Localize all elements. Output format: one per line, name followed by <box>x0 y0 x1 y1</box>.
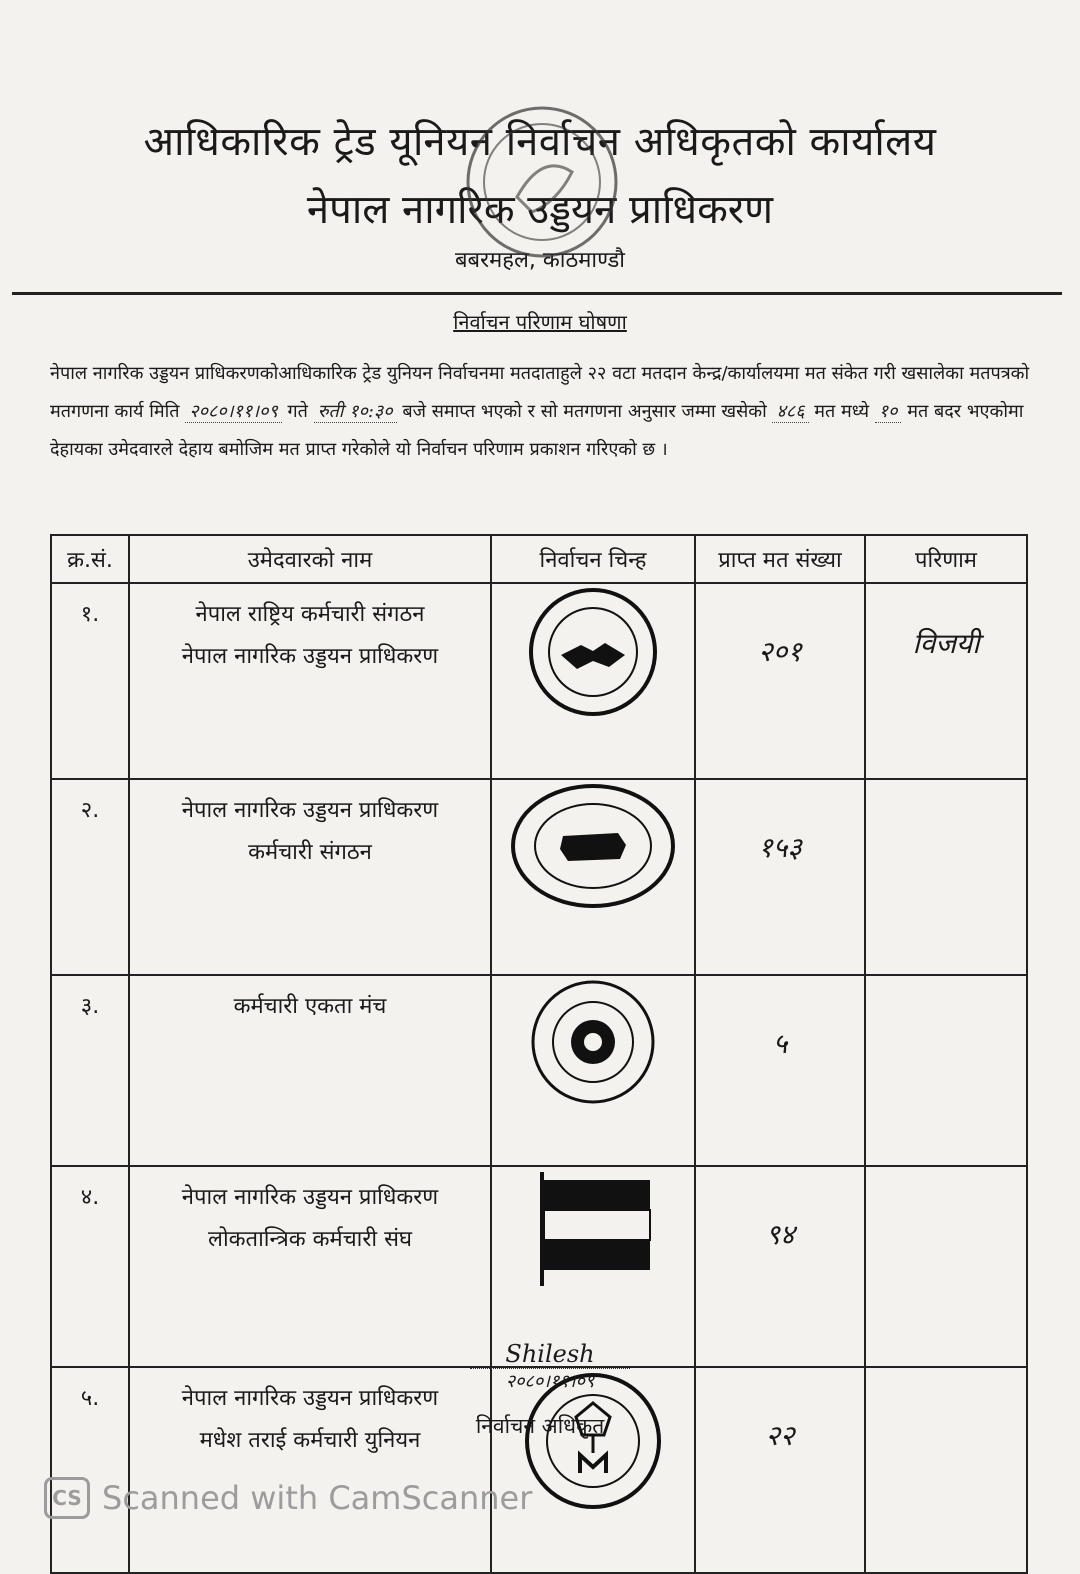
office-title: आधिकारिक ट्रेड यूनियन निर्वाचन अधिकृतको कार्यालय <box>143 119 937 165</box>
office-seal-stamp <box>462 102 622 262</box>
signature: Shilesh <box>505 1340 595 1368</box>
candidate-name-line1: नेपाल राष्ट्रिय कर्मचारी संगठन <box>195 602 425 627</box>
row-serial: २. <box>51 779 129 975</box>
symbol-cell <box>491 779 695 975</box>
result-status <box>865 1367 1027 1573</box>
table-row <box>51 1367 1027 1573</box>
candidate-name-line1: नेपाल नागरिक उड्डयन प्राधिकरण <box>181 1386 439 1411</box>
paragraph-text-5: मत बदर भएकोमा देहायका उमेदवारले देहाय बमोजिम मत प्राप्त गरेकोले यो निर्वाचन परिणाम प्रकाशन गरिएको छ । <box>50 401 1024 460</box>
office-location: बबरमहल, काठमाण्डौ <box>454 248 625 273</box>
candidate-name <box>129 1367 491 1573</box>
signatory-title: निर्वाचन अधिकृत <box>475 1414 605 1438</box>
paragraph-text-3: बजे समाप्त भएको र सो मतगणना अनुसार जम्मा खसेको <box>402 401 767 422</box>
candidate-name-line2: मधेश तराई कर्मचारी युनियन <box>199 1428 421 1453</box>
candidate-name <box>129 1166 491 1367</box>
header-votes: प्राप्त मत संख्या <box>695 535 865 583</box>
count-time: रुती १०:३० <box>314 401 397 423</box>
total-votes: ४८६ <box>772 401 808 423</box>
row-serial: १. <box>51 583 129 779</box>
result-status <box>865 1166 1027 1367</box>
votes-count: ९४ <box>695 1166 865 1367</box>
paragraph-text-1: नेपाल नागरिक उड्डयन प्राधिकरणकोआधिकारिक ट्रेड युनियन निर्वाचनमा मतदाताहुले २२ वटा मतदान केन्द्र/कार्यालयमा मत संकेत गरी खसालेका मतपत्रको मतगणना कार्य मिति <box>50 363 1030 422</box>
paragraph-text-4: मत मध्ये <box>814 401 870 422</box>
count-date: २०८०।११।०९ <box>185 401 282 423</box>
scanner-watermark <box>44 1478 532 1518</box>
result-status <box>865 779 1027 975</box>
row-serial: ३. <box>51 975 129 1166</box>
candidate-name <box>129 779 491 975</box>
notice-title: निर्वाचन परिणाम घोषणा <box>453 310 627 334</box>
symbol-cell <box>491 583 695 779</box>
symbol-cell <box>491 1367 695 1573</box>
candidate-name-line2: कर्मचारी संगठन <box>248 840 372 865</box>
table-row <box>51 1166 1027 1367</box>
row-serial: ५. <box>51 1367 129 1573</box>
header-symbol: निर्वाचन चिन्ह <box>491 535 695 583</box>
flag-icon <box>528 1168 658 1288</box>
candidate-name-line2: लोकतान्त्रिक कर्मचारी संघ <box>208 1227 412 1252</box>
candidate-name-line1: कर्मचारी एकता मंच <box>233 994 387 1019</box>
candidate-name-line1: नेपाल नागरिक उड्डयन प्राधिकरण <box>181 1185 439 1210</box>
votes-count: २२ <box>695 1367 865 1573</box>
candidate-name-line2: नेपाल नागरिक उड्डयन प्राधिकरण <box>181 644 439 669</box>
table-header-row <box>51 535 1027 583</box>
votes-count: ५ <box>695 975 865 1166</box>
paragraph-text-2: गते <box>287 401 308 422</box>
result-status: विजयी <box>865 583 1027 779</box>
signature-date: २०८०।११।०९ <box>470 1368 630 1393</box>
table-row <box>51 779 1027 975</box>
camscanner-logo-icon: CS <box>44 1477 90 1519</box>
result-status <box>865 975 1027 1166</box>
candidate-name-line1: नेपाल नागरिक उड्डयन प्राधिकरण <box>181 798 439 823</box>
flower-seal-icon <box>523 977 663 1107</box>
table-row <box>51 975 1027 1166</box>
invalid-votes: १० <box>875 401 902 423</box>
signature-block <box>470 1340 630 1393</box>
symbol-cell <box>491 975 695 1166</box>
row-serial: ४. <box>51 1166 129 1367</box>
table-row <box>51 583 1027 779</box>
map-seal-icon <box>508 781 678 911</box>
notice-paragraph <box>50 355 1035 469</box>
watermark-text: Scanned with CamScanner <box>102 1479 533 1517</box>
candidate-name <box>129 975 491 1166</box>
handshake-seal-icon <box>523 585 663 720</box>
header-result: परिणाम <box>865 535 1027 583</box>
candidate-name <box>129 583 491 779</box>
header-divider <box>12 292 1062 295</box>
symbol-cell <box>491 1166 695 1367</box>
votes-count: १५३ <box>695 779 865 975</box>
votes-count: २०१ <box>695 583 865 779</box>
authority-title: नेपाल नागरिक उड्डयन प्राधिकरण <box>306 187 774 233</box>
header-candidate: उमेदवारको नाम <box>129 535 491 583</box>
header-serial: क्र.सं. <box>51 535 129 583</box>
